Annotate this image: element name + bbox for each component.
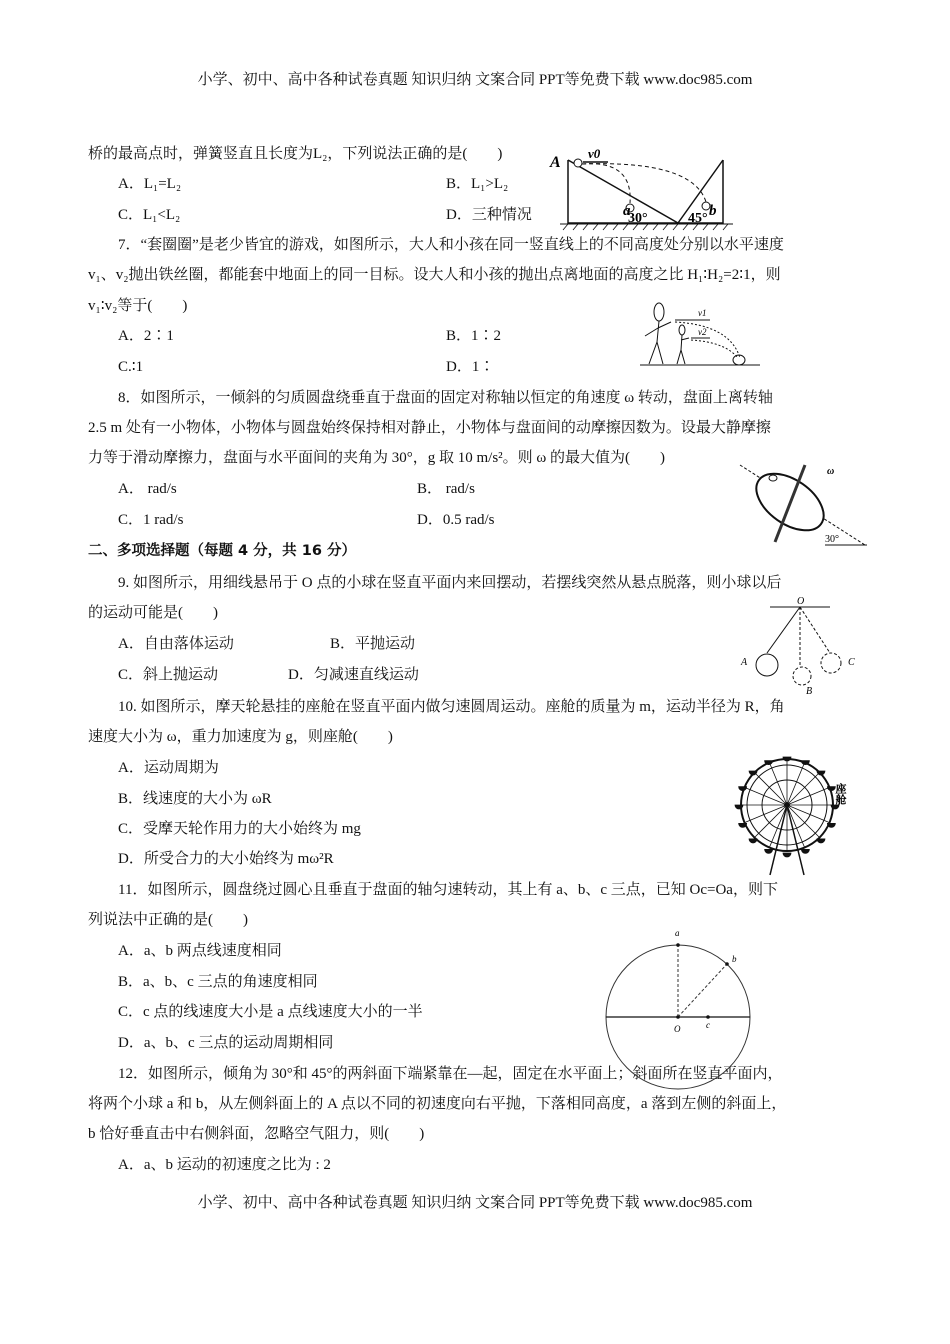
question-8-stem: 8．如图所示，一倾斜的匀质圆盘绕垂直于盘面的固定对称轴以恒定的角速度 ω 转动，盘面上离转轴: [118, 390, 773, 406]
q10-option-d: D．所受合力的大小始终为 mω²R: [118, 851, 334, 867]
svg-text:C: C: [848, 657, 855, 668]
q7-option-d: D．1∶: [446, 359, 495, 375]
svg-text:v1: v1: [698, 308, 707, 318]
question-9-stem: 9. 如图所示，用细线悬吊于 O 点的小球在竖直平面内来回摆动，若摆线突然从悬点脱落，则小球以后: [118, 575, 782, 591]
question-12-stem: 12．如图所示，倾角为 30°和 45°的两斜面下端紧靠在—起，固定在水平面上；斜面所在竖直平面内，: [118, 1066, 783, 1082]
question-10-stem: 10. 如图所示，摩天轮悬挂的座舱在竖直平面内做匀速圆周运动。座舱的质量为 m，运动半径为 R，角: [118, 699, 785, 715]
q11-option-a: A．a、b 两点线速度相同: [118, 943, 282, 959]
q6-option-c: C．L₁<L₂: [118, 207, 181, 223]
cabin-icon: [749, 771, 757, 775]
wheel-spoke: [787, 772, 820, 805]
wheel-spoke: [754, 805, 787, 838]
svg-text:45°: 45°: [688, 211, 708, 226]
question-11-stem: 11．如图所示，圆盘绕过圆心且垂直于盘面的轴匀速转动，其上有 a、b、c 三点，已知 Oc=Oa，则下: [118, 882, 778, 898]
svg-text:30°: 30°: [825, 534, 839, 545]
q6-option-a: A．L₁=L₂: [118, 176, 182, 192]
svg-text:b: b: [709, 203, 717, 219]
q12-option-a: A．a、b 运动的初速度之比为 : 2: [118, 1157, 331, 1173]
question-8-stem: 力等于滑动摩擦力，盘面与水平面间的夹角为 30°，g 取 10 m/s²。则 ω 的最大值为( ): [88, 450, 666, 466]
q6-option-d: D．三种情况: [446, 207, 532, 223]
question-11-stem: 列说法中正确的是( ): [88, 912, 248, 928]
q11-option-b: B．a、b、c 三点的角速度相同: [118, 974, 318, 990]
svg-text:30°: 30°: [628, 211, 648, 226]
cabin-icon: [749, 839, 757, 843]
q9-option-a: A．自由落体运动: [118, 636, 234, 652]
figure-rotating-disk: [600, 922, 770, 1102]
question-6-stem-end: 桥的最高点时，弹簧竖直且长度为L₂，下列说法正确的是( ): [88, 146, 503, 162]
cabin-icon: [801, 849, 809, 853]
cabin-icon: [739, 787, 747, 791]
q7-option-a: A．2∶1: [118, 328, 174, 344]
figure-ring-toss: [635, 300, 765, 370]
svg-text:c: c: [706, 1020, 710, 1030]
wheel-spoke: [754, 772, 787, 805]
cabin-icon: [817, 839, 825, 843]
svg-text:a: a: [675, 928, 680, 938]
question-10-stem: 速度大小为 ω，重力加速度为 g，则座舱( ): [88, 729, 393, 745]
question-12-stem: b 恰好垂直击中右侧斜面，忽略空气阻力，则( ): [88, 1126, 425, 1142]
page-header: 小学、初中、高中各种试卷真题 知识归纳 文案合同 PPT等免费下载 www.doc985.com: [197, 72, 753, 88]
svg-text:B: B: [806, 686, 813, 697]
q10-option-a: A．运动周期为: [118, 760, 219, 776]
question-8-stem: 2.5 m 处有一小物体，小物体与圆盘始终保持相对静止，小物体与盘面间的动摩擦因数为。设最大静摩擦: [88, 420, 771, 436]
q8-option-d: D．0.5 rad/s: [417, 512, 495, 528]
q11-option-d: D．a、b、c 三点的运动周期相同: [118, 1035, 334, 1051]
cabin-icon: [783, 853, 791, 857]
cabin-icon: [817, 771, 825, 775]
page-footer: 小学、初中、高中各种试卷真题 知识归纳 文案合同 PPT等免费下载 www.doc985.com: [197, 1195, 753, 1211]
q11-option-c: C．c 点的线速度大小是 a 点线速度大小的一半: [118, 1004, 423, 1020]
q7-option-c: C.∶1: [118, 359, 144, 375]
q7-option-b: B．1∶2: [446, 328, 502, 344]
svg-text:A: A: [741, 657, 748, 668]
svg-text:ω: ω: [827, 466, 835, 477]
wheel-spoke: [787, 805, 820, 838]
question-7-stem: 7．“套圈圈”是老少皆宜的游戏，如图所示，大人和小孩在同一竖直线上的不同高度处分别以水平速度: [118, 237, 784, 253]
q10-option-b: B．线速度的大小为 ωR: [118, 791, 272, 807]
q9-option-d: D．匀减速直线运动: [288, 667, 419, 683]
figure-pendulum: [735, 595, 855, 697]
figure-inclined-planes: [548, 140, 738, 235]
svg-text:座舱: 座舱: [834, 783, 846, 805]
question-7-stem: v₁、v₂抛出铁丝圈，都能套中地面上的同一目标。设大人和小孩的抛出点离地面的高度之比 H₁∶H₂=2∶1，则: [88, 267, 781, 283]
cabin-icon: [765, 849, 773, 853]
question-9-stem: 的运动可能是( ): [88, 605, 218, 621]
svg-text:b: b: [732, 954, 737, 964]
q9-option-c: C．斜上抛运动: [118, 667, 219, 683]
q8-option-c: C．1 rad/s: [118, 512, 184, 528]
q8-option-a: A． rad/s: [118, 481, 177, 497]
svg-text:A: A: [550, 154, 561, 171]
question-12-stem: 将两个小球 a 和 b，从左侧斜面上的 A 点以不同的初速度向右平抛，下落相同高度，a 落到左侧的斜面上，: [88, 1096, 787, 1112]
svg-text:O: O: [797, 596, 805, 607]
q10-option-c: C．受摩天轮作用力的大小始终为 mg: [118, 821, 361, 837]
svg-text:v2: v2: [698, 327, 707, 337]
figure-tilted-disk: [735, 460, 870, 550]
q8-option-b: B． rad/s: [417, 481, 475, 497]
cabin-icon: [783, 757, 791, 761]
svg-text:O: O: [674, 1024, 681, 1034]
q6-option-b: B．L₁>L₂: [446, 176, 509, 192]
svg-text:v0: v0: [588, 146, 601, 161]
question-7-stem: v₁∶v₂等于( ): [88, 298, 188, 314]
section-heading: 二、多项选择题（每题 4 分，共 16 分）: [88, 543, 356, 559]
figure-ferris-wheel: [730, 755, 860, 875]
q9-option-b: B．平抛运动: [330, 636, 416, 652]
svg-text:a: a: [623, 203, 631, 219]
